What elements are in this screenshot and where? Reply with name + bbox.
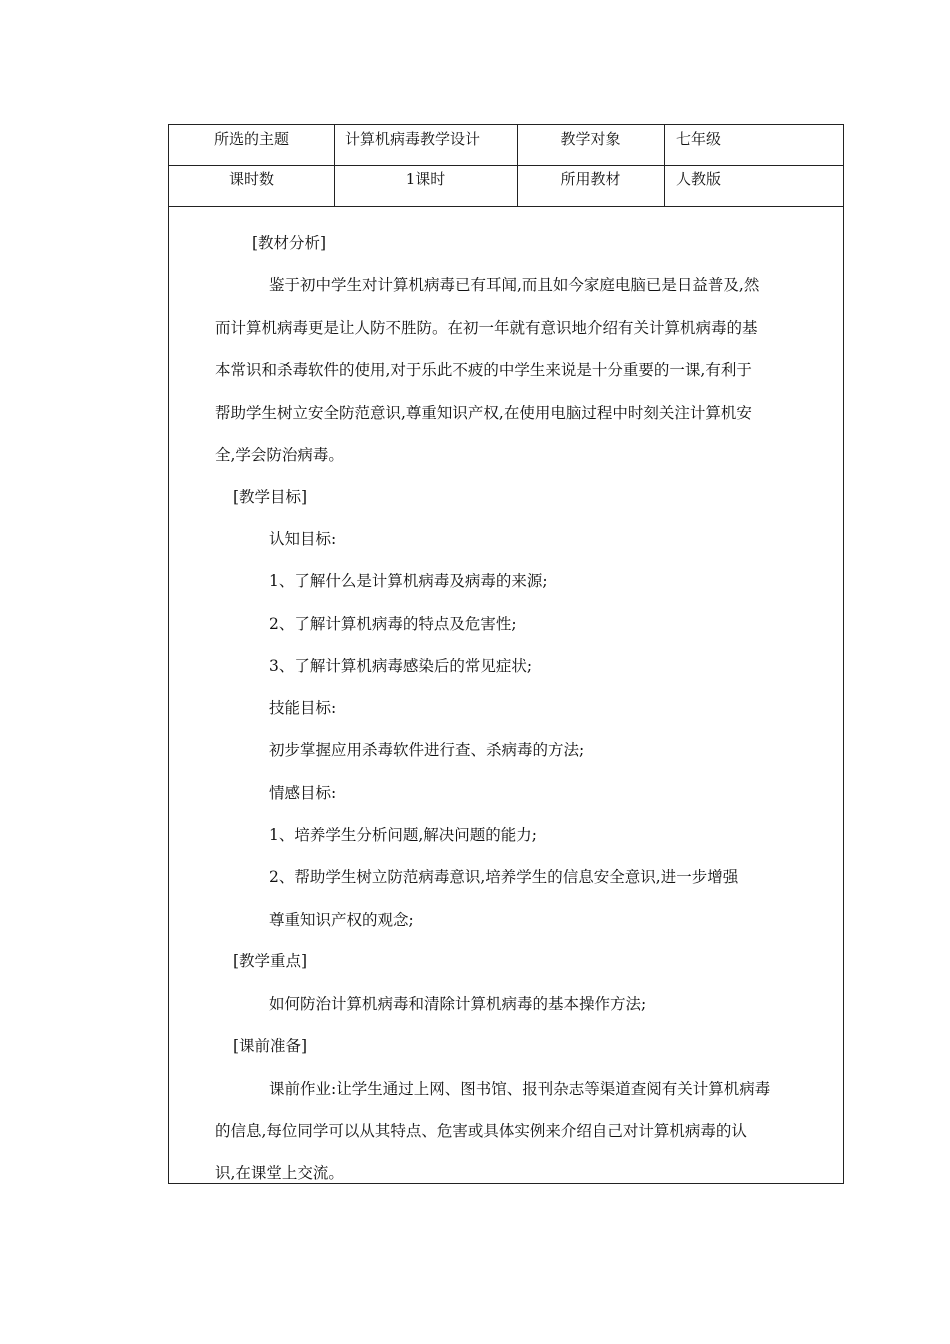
label-topic: 所选的主题 bbox=[213, 130, 289, 148]
label-textbook: 所用教材 bbox=[560, 170, 621, 188]
analysis-line: 而计算机病毒更是让人防不胜防。在初一年就有意识地介绍有关计算机病毒的基 bbox=[215, 319, 758, 337]
target-value: 七年级 bbox=[676, 130, 722, 148]
hours-value: 1课时 bbox=[405, 170, 446, 188]
cognitive-goal-item: 2、了解计算机病毒的特点及危害性; bbox=[269, 615, 517, 633]
focus-item: 如何防治计算机病毒和清除计算机病毒的基本操作方法; bbox=[269, 995, 647, 1013]
section-heading-prep: [课前准备] bbox=[233, 1037, 308, 1055]
cognitive-goal-item: 1、了解什么是计算机病毒及病毒的来源; bbox=[269, 572, 548, 590]
textbook-value: 人教版 bbox=[676, 170, 722, 188]
section-heading-goals: [教学目标] bbox=[233, 488, 308, 506]
column-divider bbox=[334, 125, 335, 206]
cognitive-goal-item: 3、了解计算机病毒感染后的常见症状; bbox=[269, 657, 533, 675]
label-target: 教学对象 bbox=[560, 130, 621, 148]
prep-line: 的信息,每位同学可以从其特点、危害或具体实例来介绍自己对计算机病毒的认 bbox=[215, 1122, 747, 1140]
topic-value: 计算机病毒教学设计 bbox=[345, 130, 481, 148]
label-hours: 课时数 bbox=[228, 170, 274, 188]
cognitive-goals-title: 认知目标: bbox=[269, 530, 337, 548]
lesson-plan-table bbox=[168, 124, 844, 1184]
section-heading-focus: [教学重点] bbox=[233, 952, 308, 970]
analysis-line: 本常识和杀毒软件的使用,对于乐此不疲的中学生来说是十分重要的一课,有利于 bbox=[215, 361, 752, 379]
emotion-goal-item: 尊重知识产权的观念; bbox=[269, 911, 414, 929]
skill-goal-item: 初步掌握应用杀毒软件进行查、杀病毒的方法; bbox=[269, 741, 585, 759]
column-divider bbox=[664, 125, 665, 206]
analysis-line: 帮助学生树立安全防范意识,尊重知识产权,在使用电脑过程中时刻关注计算机安 bbox=[215, 404, 752, 422]
emotion-goal-item: 2、帮助学生树立防范病毒意识,培养学生的信息安全意识,进一步增强 bbox=[269, 868, 739, 886]
emotion-goals-title: 情感目标: bbox=[269, 784, 337, 802]
prep-line: 课前作业:让学生通过上网、图书馆、报刊杂志等渠道查阅有关计算机病毒 bbox=[269, 1080, 771, 1098]
analysis-line: 鉴于初中学生对计算机病毒已有耳闻,而且如今家庭电脑已是日益普及,然 bbox=[269, 276, 760, 294]
analysis-line: 全,学会防治病毒。 bbox=[215, 446, 344, 464]
section-heading-analysis: [教材分析] bbox=[252, 234, 327, 252]
prep-line: 识,在课堂上交流。 bbox=[215, 1164, 344, 1182]
skill-goals-title: 技能目标: bbox=[269, 699, 337, 717]
emotion-goal-item: 1、培养学生分析问题,解决问题的能力; bbox=[269, 826, 538, 844]
